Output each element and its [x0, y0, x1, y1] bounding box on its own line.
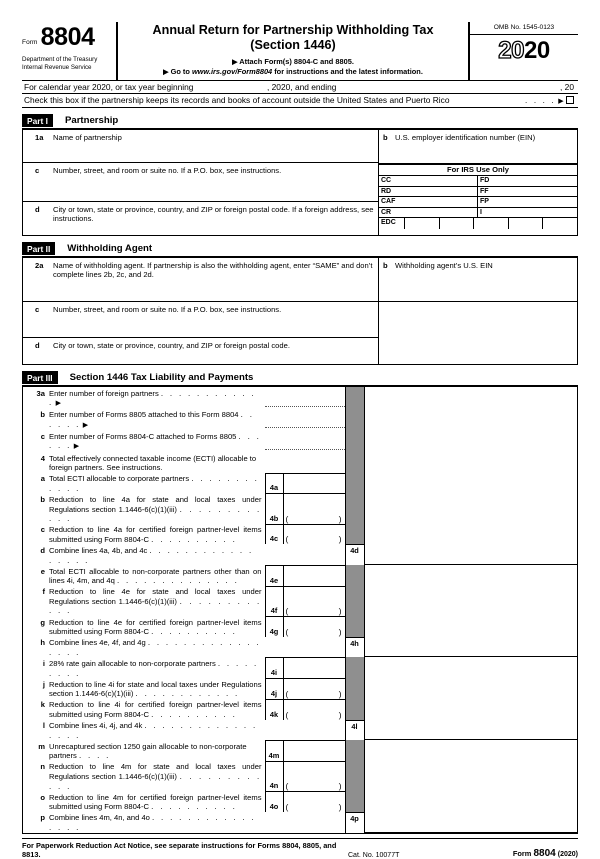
total-column-spacer [365, 452, 578, 473]
attach-note [122, 57, 464, 66]
amount-entry-box[interactable] [265, 791, 345, 812]
line-id-badge: 4i [266, 658, 284, 678]
form-identity-block [22, 22, 118, 80]
part-3-badge: Part III [22, 371, 58, 384]
line-2a-label: Name of withholding agent. If partnership is also the withholding agent, enter “SAME” and don’t complete lines 2b, 2c, and 2d. [53, 260, 373, 279]
line-total-row [23, 544, 577, 565]
line-id-badge: 4n [266, 762, 284, 791]
negative-parens: ( ) [285, 513, 342, 524]
line-1c-number: c [35, 165, 40, 175]
irs-grid-row [379, 197, 577, 208]
irs-grid-row [379, 208, 577, 219]
count-line-text: Enter number of Forms 8805 attached to this Form 8804 [49, 410, 239, 420]
line-letter: k [40, 700, 45, 710]
line-1c-label: Number, street, and room or suite no. If a P.O. box, see instructions. [53, 165, 282, 175]
irs-cell-rd[interactable]: RD [379, 187, 478, 197]
amount-input[interactable] [284, 566, 345, 586]
line-detail-row [23, 586, 577, 616]
dotted-entry-line [265, 406, 345, 407]
line-letter: j [42, 679, 45, 689]
line-id-badge: 4k [266, 700, 284, 720]
irs-use-only-title: For IRS Use Only [379, 165, 577, 176]
line-detail-row [23, 791, 577, 812]
gray-divider [345, 473, 365, 494]
line-id-badge: 4d [345, 544, 365, 565]
ein-and-irs-column [379, 130, 577, 235]
line-letter: m [38, 741, 45, 751]
amount-entry-box[interactable] [265, 565, 345, 586]
line-1b-label: U.S. employer identification number (EIN) [395, 132, 536, 142]
footer-form-word: Form [512, 848, 532, 858]
amount-input[interactable] [284, 700, 345, 720]
tax-year-display [470, 34, 578, 64]
part-2-title: Withholding Agent [67, 243, 153, 254]
amount-input[interactable] [284, 762, 345, 791]
line-letter: c [40, 525, 45, 535]
line-1b-number: b [383, 132, 388, 142]
amount-entry-box[interactable] [265, 761, 345, 791]
irs-edc-cell-3[interactable] [474, 218, 509, 229]
form-title-block [118, 22, 470, 80]
partnership-ein-row[interactable] [379, 130, 577, 163]
line-letter: f [42, 587, 45, 597]
leader-dots: . . . . . . [49, 410, 255, 429]
line-id-badge: 4h [345, 637, 365, 658]
part-3-title: Section 1446 Tax Liability and Payments [69, 372, 254, 383]
line-id-badge: 4a [266, 474, 284, 494]
leader-dots: . . . . . . . . . . . . . . [116, 576, 240, 586]
agent-street-row[interactable] [23, 302, 378, 338]
goto-url-link[interactable]: www.irs.gov/Form8804 [191, 67, 273, 76]
amount-input[interactable] [284, 474, 345, 494]
partnership-street-row[interactable] [23, 163, 378, 202]
omb-number: OMB No. 1545-0123 [493, 24, 555, 31]
part-2-section [22, 256, 578, 365]
negative-parens: ( ) [285, 709, 342, 720]
line-detail-row [23, 565, 577, 586]
line-2c-label: Number, street, and room or suite no. If a P.O. box, see instructions. [53, 304, 282, 314]
line-letter: l [42, 721, 45, 730]
leader-dots: . . . . . . . . . . . . [49, 474, 260, 493]
line-detail-row [23, 616, 577, 637]
gray-divider [345, 493, 365, 523]
line-label [49, 740, 265, 761]
negative-parens: ( ) [285, 801, 342, 812]
count-line-entry[interactable] [265, 409, 345, 431]
form-word-label: Form [22, 39, 38, 46]
line-label-text: Reduction to line 4e for certified foreign partner-level items submitted using Form 8804-C [49, 617, 262, 637]
total-column-spacer [365, 791, 578, 812]
goto-suffix: for instructions and the latest information. [272, 67, 423, 76]
count-line-label [49, 430, 265, 452]
line-1a-label: Name of partnership [53, 132, 122, 142]
line-label-text: Reduction to line 4i for certified foreign partner-level items submitted using Form 8804-C [49, 700, 262, 719]
omb-year-block [470, 22, 578, 80]
irs-grid-row [379, 176, 577, 187]
irs-grid-row-edc [379, 218, 577, 229]
line-label [49, 544, 265, 565]
line-label [49, 565, 265, 586]
line-1d-label: City or town, state or province, country, and ZIP or foreign postal code. If a foreign address, see instructions. [53, 204, 374, 223]
partnership-name-row[interactable] [23, 130, 378, 163]
count-line-entry[interactable] [265, 430, 345, 452]
leader-dots: . . . . . . . . . . . . . . . . . [49, 638, 261, 657]
negative-parens: ( ) [285, 534, 342, 545]
arrow-right-icon: ▶ [73, 443, 80, 451]
total-column-spacer [365, 565, 578, 586]
form-title-line-1: Annual Return for Partnership Withholding Tax [152, 23, 434, 37]
amount-entry-box[interactable] [265, 473, 345, 494]
arrow-right-icon: ▶ [232, 58, 238, 66]
line-label-text: Combine lines 4i, 4j, and 4k [49, 721, 143, 730]
line-2d-label: City or town, state or province, country, and ZIP or foreign postal code. [53, 340, 290, 350]
irs-edc-cell-1[interactable] [405, 218, 440, 229]
count-lines-group [23, 387, 577, 452]
total-column-spacer [365, 430, 578, 452]
amount-entry-box[interactable] [265, 524, 345, 545]
line-2d-number: d [35, 340, 40, 350]
irs-cell-fp[interactable]: FP [480, 198, 489, 205]
line-id-badge: 4f [266, 587, 284, 616]
leader-dots: . . . . . . . . . [49, 658, 259, 678]
leader-dots: . . . . . . . . . . . . [135, 689, 240, 699]
gray-divider [345, 678, 365, 699]
line-1a-number: 1a [35, 132, 44, 142]
amount-input[interactable] [284, 617, 345, 637]
line-letter: n [40, 762, 45, 772]
total-amount-field[interactable] [365, 812, 578, 833]
foreign-records-checkbox[interactable] [566, 96, 574, 104]
count-line-label [49, 409, 265, 431]
line-4-spacer [265, 452, 345, 473]
amount-entry-box[interactable] [265, 493, 345, 523]
line-label-text: Total ECTI allocable to non-corporate partners other than on lines 4i, 4m, and 4q [49, 566, 262, 586]
count-line-text: Enter number of Forms 8804-C attached to Forms 8805 [49, 431, 237, 441]
form-title-line-2: (Section 1446) [250, 37, 336, 52]
gray-divider [345, 586, 365, 616]
negative-parens: ( ) [285, 781, 342, 792]
irs-cell-cr[interactable]: CR [379, 208, 478, 218]
leader-dots: . . . . . . . . . . [151, 534, 238, 544]
line-label-text: Reduction to line 4m for state and local taxes under Regulations section 1.1446-6(c)(1)(iii) [49, 762, 262, 781]
catalog-number: Cat. No. 10077T [348, 851, 400, 859]
agent-ein-column [379, 258, 577, 364]
agent-ein-row[interactable] [379, 258, 577, 302]
paperwork-notice: For Paperwork Reduction Act Notice, see separate instructions for Forms 8804, 8805, and 8813. [22, 840, 337, 859]
amount-entry-box[interactable] [265, 616, 345, 637]
line-id-badge: 4b [266, 494, 284, 523]
total-column-spacer [365, 493, 578, 523]
line-label [49, 616, 265, 637]
line-label-text: Reduction to line 4m for certified foreign partner-level items submitted using Form 8804-C [49, 792, 262, 812]
line-id-badge: 4o [266, 792, 284, 812]
count-line-number: 3a [36, 388, 45, 398]
line-label-text: Total ECTI allocable to corporate partners [49, 474, 190, 484]
total-column-spacer [365, 616, 578, 637]
line-2a-number: 2a [35, 260, 44, 270]
line-letter: o [40, 792, 45, 802]
irs-cell-fd[interactable]: FD [480, 177, 490, 184]
attach-note-text: Attach Form(s) 8804-C and 8805. [239, 56, 354, 66]
department-line-2: Internal Revenue Service [22, 63, 92, 71]
count-line-label [49, 387, 265, 409]
negative-parens: ( ) [285, 606, 342, 617]
form-footer [22, 838, 578, 859]
line-4-label: Total effectively connected taxable income (ECTI) allocable to foreign partners. See instructions. [49, 453, 257, 473]
total-column-spacer [365, 761, 578, 791]
part-3-header [22, 370, 578, 385]
gray-divider [345, 409, 365, 431]
leader-dots: . . . . [78, 751, 111, 761]
part-1-header [22, 113, 578, 128]
form-page [22, 22, 578, 859]
arrow-right-icon: ▶ [163, 69, 169, 76]
goto-prefix: Go to [170, 67, 192, 76]
line-label [49, 473, 265, 494]
line-letter: e [40, 566, 45, 576]
gray-divider [345, 387, 365, 409]
amount-entry-box[interactable] [265, 586, 345, 616]
line-label-text: Reduction to line 4i for state and local taxes under Regulations section 1.1446-6(c)(1)(iii) [49, 679, 262, 699]
count-line-number: b [40, 410, 45, 420]
amount-input[interactable] [284, 792, 345, 812]
leader-dots: . . . . . . . . . . [151, 709, 238, 719]
leader-dots: . . . . . . . . . . . . . . . . . [49, 721, 258, 740]
line-label [49, 791, 265, 812]
line-id-badge: 4g [266, 617, 284, 637]
leader-dots: . . . . . . . . . . . . [49, 596, 262, 616]
line-detail-row [23, 657, 577, 678]
count-line-row [23, 430, 577, 452]
gray-divider [345, 761, 365, 791]
part-2-header [22, 241, 578, 256]
line-letter: b [40, 494, 45, 504]
amount-input[interactable] [284, 741, 345, 761]
line-detail-row [23, 473, 577, 494]
line-label [49, 493, 265, 523]
calendar-year-label: For calendar year 2020, or tax year beginning [24, 82, 194, 92]
line-letter: i [42, 658, 45, 668]
count-line-row [23, 387, 577, 409]
line-detail-row [23, 699, 577, 720]
irs-grid-row [379, 187, 577, 198]
line-1d-number: d [35, 204, 40, 214]
amount-input[interactable] [284, 679, 345, 699]
line-label [49, 761, 265, 791]
line-label-text: 28% rate gain allocable to non-corporate partners [49, 658, 216, 668]
total-column-spacer [365, 740, 578, 761]
amount-entry-box[interactable] [265, 657, 345, 678]
leader-dots: . . . . . . . . . . . . [49, 388, 256, 408]
arrow-right-icon: ▶ [82, 421, 89, 429]
amount-input[interactable] [284, 658, 345, 678]
irs-cell-cc[interactable]: CC [379, 176, 478, 186]
gray-divider [345, 565, 365, 586]
line-detail-row [23, 761, 577, 791]
part-1-section [22, 128, 578, 236]
gray-divider [345, 430, 365, 452]
line-total-row [23, 812, 577, 833]
partnership-city-row[interactable] [23, 202, 378, 235]
leader-dots: . . . . . . . . . . . . [49, 504, 262, 524]
form-number: 8804 [40, 23, 95, 51]
dotted-entry-line [265, 449, 345, 450]
leader-dots: . . . . . . . . . . . . [49, 771, 262, 791]
irs-cell-edc[interactable]: EDC [379, 218, 405, 229]
line-id-badge: 4j [266, 679, 284, 699]
part-1-title: Partnership [64, 115, 119, 126]
part-2-badge: Part II [22, 242, 55, 255]
amount-entry-box[interactable] [265, 740, 345, 761]
irs-cell-caf[interactable]: CAF [379, 197, 478, 207]
partnership-fields-column [23, 130, 379, 235]
form-masthead [22, 22, 578, 80]
tax-year-prefix: 20 [498, 37, 524, 64]
line-id-badge: 4m [266, 741, 284, 761]
irs-edc-cell-5[interactable] [543, 218, 577, 229]
total-column-spacer [365, 387, 578, 409]
count-line-entry[interactable] [265, 387, 345, 409]
gray-divider [345, 616, 365, 637]
total-amount-field[interactable] [365, 720, 578, 741]
line-detail-row [23, 740, 577, 761]
part-3-section [22, 385, 578, 834]
gray-divider [345, 791, 365, 812]
gray-divider [345, 657, 365, 678]
line-total-row [23, 637, 577, 658]
irs-use-only-grid [379, 163, 577, 229]
total-column-spacer [365, 678, 578, 699]
line-letter: p [40, 813, 45, 823]
total-amount-field[interactable] [365, 544, 578, 565]
count-line-text: Enter number of foreign partners [49, 388, 159, 398]
total-column-spacer [365, 409, 578, 431]
total-column-spacer [365, 473, 578, 494]
irs-edc-cell-4[interactable] [509, 218, 544, 229]
line-id-badge: 4p [345, 812, 365, 833]
line-label [49, 699, 265, 720]
amount-input[interactable] [284, 525, 345, 545]
total-column-spacer [365, 524, 578, 545]
tax-year-begin-field[interactable]: , 2020, and ending [267, 82, 337, 92]
total-amount-field[interactable] [365, 637, 578, 658]
footer-form-id [468, 848, 578, 859]
foreign-records-checkbox-group[interactable] [525, 94, 574, 108]
leader-dots: . . . . [524, 96, 556, 105]
line-letter: g [40, 617, 45, 627]
count-line-number: c [40, 431, 45, 441]
amount-entry-box[interactable] [265, 699, 345, 720]
line-label [49, 524, 265, 545]
line-4-number: 4 [40, 453, 45, 463]
negative-parens: ( ) [285, 626, 342, 637]
leader-dots: . . . . . . [49, 431, 262, 451]
line-label [49, 678, 265, 699]
part-1-badge: Part I [22, 114, 53, 127]
line-detail-row [23, 524, 577, 545]
line-label-text: Reduction to line 4e for state and local taxes under Regulations section 1.1446-6(c)(1)(iii) [49, 587, 262, 606]
agent-name-row[interactable] [23, 258, 378, 302]
line-label [49, 637, 265, 658]
line-total-row [23, 720, 577, 741]
line-id-badge: 4c [266, 525, 284, 545]
arrow-right-icon: ▶ [55, 400, 62, 408]
line-label [49, 812, 265, 833]
line-label-text: Reduction to line 4a for certified foreign partner-level items submitted using Form 8804-C [49, 525, 262, 544]
foreign-records-label: Check this box if the partnership keeps its records and books of account outside the United States and Puerto Rico [24, 95, 450, 105]
line-id-badge: 4e [266, 566, 284, 586]
footer-form-number: 8804 [533, 847, 556, 859]
line-label [49, 586, 265, 616]
amount-entry-box[interactable] [265, 678, 345, 699]
amount-input[interactable] [284, 587, 345, 616]
line-4-heading-row [23, 452, 577, 473]
total-column-spacer [365, 699, 578, 720]
line-letter: h [40, 638, 45, 648]
line-letter: d [40, 545, 45, 555]
line-label-text: Combine lines 4a, 4b, and 4c [49, 545, 148, 555]
department-line-1: Department of the Treasury [22, 56, 98, 63]
count-line-row [23, 409, 577, 431]
amount-input[interactable] [284, 494, 345, 523]
withholding-agent-fields-column [23, 258, 379, 364]
dotted-entry-line [265, 427, 345, 428]
line-label-text: Combine lines 4m, 4n, and 4o [49, 813, 150, 823]
total-column-spacer [365, 586, 578, 616]
line-detail-row [23, 493, 577, 523]
line-2c-number: c [35, 304, 40, 314]
line-id-badge: 4l [345, 720, 365, 741]
line-detail-row [23, 678, 577, 699]
irs-edc-cell-2[interactable] [440, 218, 475, 229]
line-letter: a [40, 474, 45, 484]
line-2b-label: Withholding agent’s U.S. EIN [395, 260, 493, 270]
tax-year-row [22, 80, 578, 94]
line-label-text: Unrecaptured section 1250 gain allocable to non-corporate partners [49, 741, 247, 761]
goto-note [122, 67, 464, 76]
leader-dots: . . . . . . . . . . . . . . . . [49, 813, 257, 832]
line-label [49, 657, 265, 678]
line-label [49, 720, 265, 741]
footer-form-year: (2020) [557, 850, 578, 858]
negative-parens: ( ) [285, 688, 342, 699]
foreign-records-checkbox-row [22, 94, 578, 108]
tax-year-suffix: 20 [524, 37, 550, 64]
arrow-right-icon: ▶ [558, 98, 564, 105]
irs-cell-ff[interactable]: FF [480, 187, 489, 195]
line-2b-number: b [383, 260, 388, 270]
total-column-spacer [365, 657, 578, 678]
tax-year-end-field[interactable]: , 20 [560, 82, 574, 92]
leader-dots: . . . . . . . . . . [151, 802, 238, 812]
irs-cell-i[interactable]: I [480, 208, 482, 216]
leader-dots: . . . . . . . . . . . . . . . . . [49, 545, 254, 565]
line-label-text: Combine lines 4e, 4f, and 4g [49, 638, 146, 648]
agent-city-row[interactable] [23, 338, 378, 364]
line-label-text: Reduction to line 4a for state and local taxes under Regulations section 1.1446-6(c)(1)(iii) [49, 494, 262, 514]
leader-dots: . . . . . . . . . . [151, 627, 238, 637]
gray-divider [345, 524, 365, 545]
line-4-detail-group [23, 473, 577, 833]
gray-divider [345, 740, 365, 761]
gray-divider [345, 699, 365, 720]
gray-divider [345, 452, 365, 473]
